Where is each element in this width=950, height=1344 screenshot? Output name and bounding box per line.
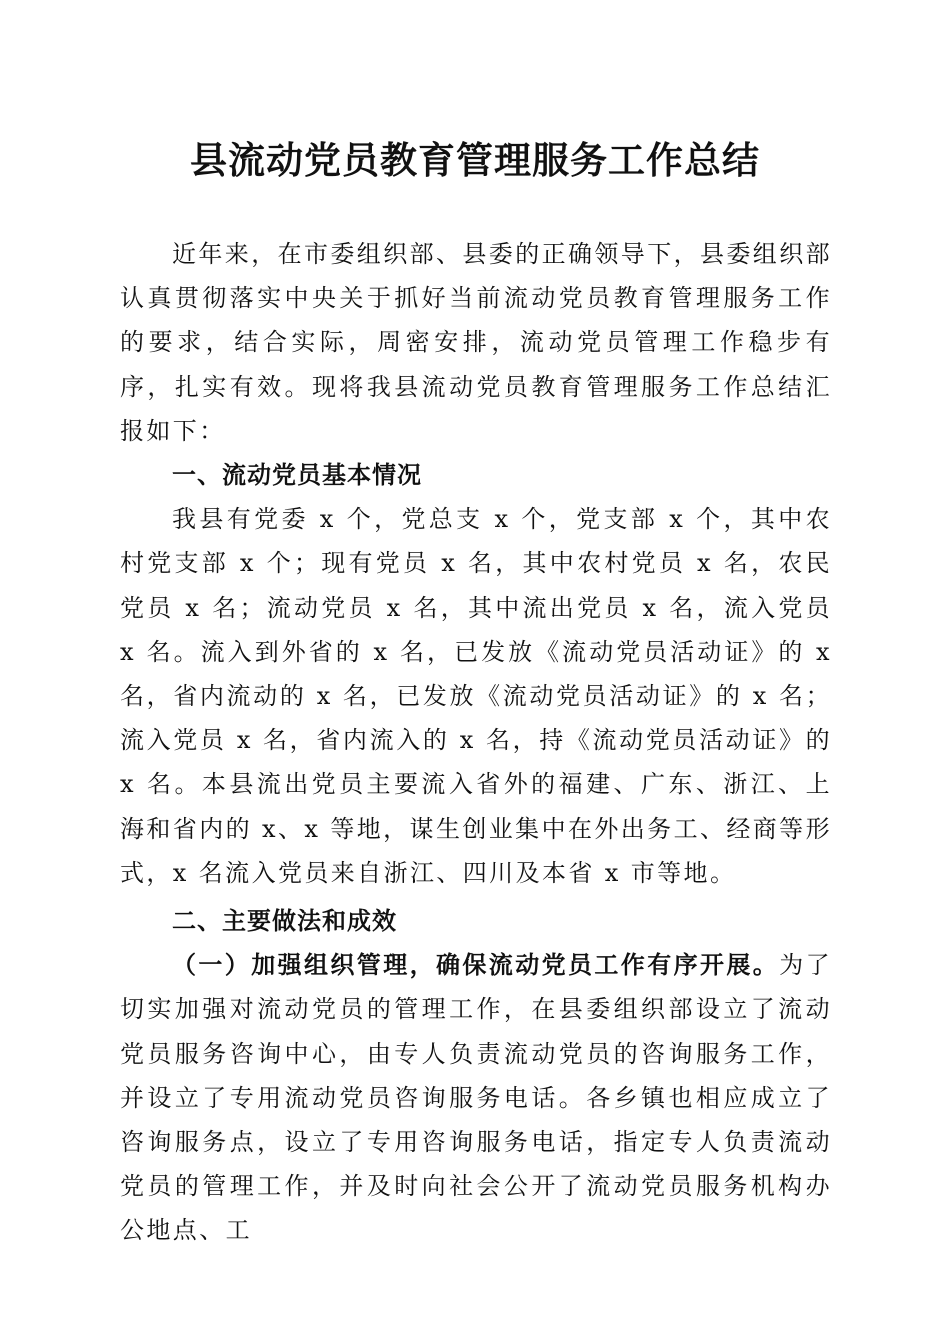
subsection-lead: （一）加强组织管理，确保流动党员工作有序开展。 — [172, 950, 780, 980]
document-body — [120, 232, 832, 1253]
section-heading-basic-situation: 一、流动党员基本情况 — [172, 461, 422, 490]
subsection-text: 为了切实加强对流动党员的管理工作，在县委组织部设立了流动党员服务咨询中心，由专人负责流动党员的咨询服务工作，并设立了专用流动党员咨询服务电话。各乡镇也相应成立了咨询服务点，设立了专用咨询服务电话，指定专人负责流动党员的管理工作，并及时向社会公开了流动党员服务机构办公地点、工 — [120, 951, 833, 1245]
section-heading-practices: 二、主要做法和成效 — [172, 907, 397, 936]
practices-paragraph-1 — [120, 943, 832, 1252]
basic-situation-paragraph: 我县有党委 x 个，党总支 x 个，党支部 x 个，其中农村党支部 x 个；现有党员 x 名，其中农村党员 x 名，农民党员 x 名；流动党员 x 名，其中流出党员 x 名，流入党员 x 名。流入到外省的 x 名，已发放《流动党员活动证》的 x 名，省内流动的 x 名，已发放《流动党员活动证》的 x 名；流入党员 x 名，省内流入的 x 名，持《流动党员活动证》的 x 名。本县流出党员主要流入省外的福建、广东、浙江、上海和省内的 x、x 等地，谋生创业集中在外出务工、经商等形式，x 名流入党员来自浙江、四川及本省 x 市等地。 — [120, 505, 832, 887]
intro-paragraph: 近年来，在市委组织部、县委的正确领导下，县委组织部认真贯彻落实中央关于抓好当前流动党员教育管理服务工作的要求，结合实际，周密安排，流动党员管理工作稳步有序，扎实有效。现将我县流动党员教育管理服务工作总结汇报如下： — [120, 240, 832, 445]
document-title: 县流动党员教育管理服务工作总结 — [190, 138, 760, 182]
